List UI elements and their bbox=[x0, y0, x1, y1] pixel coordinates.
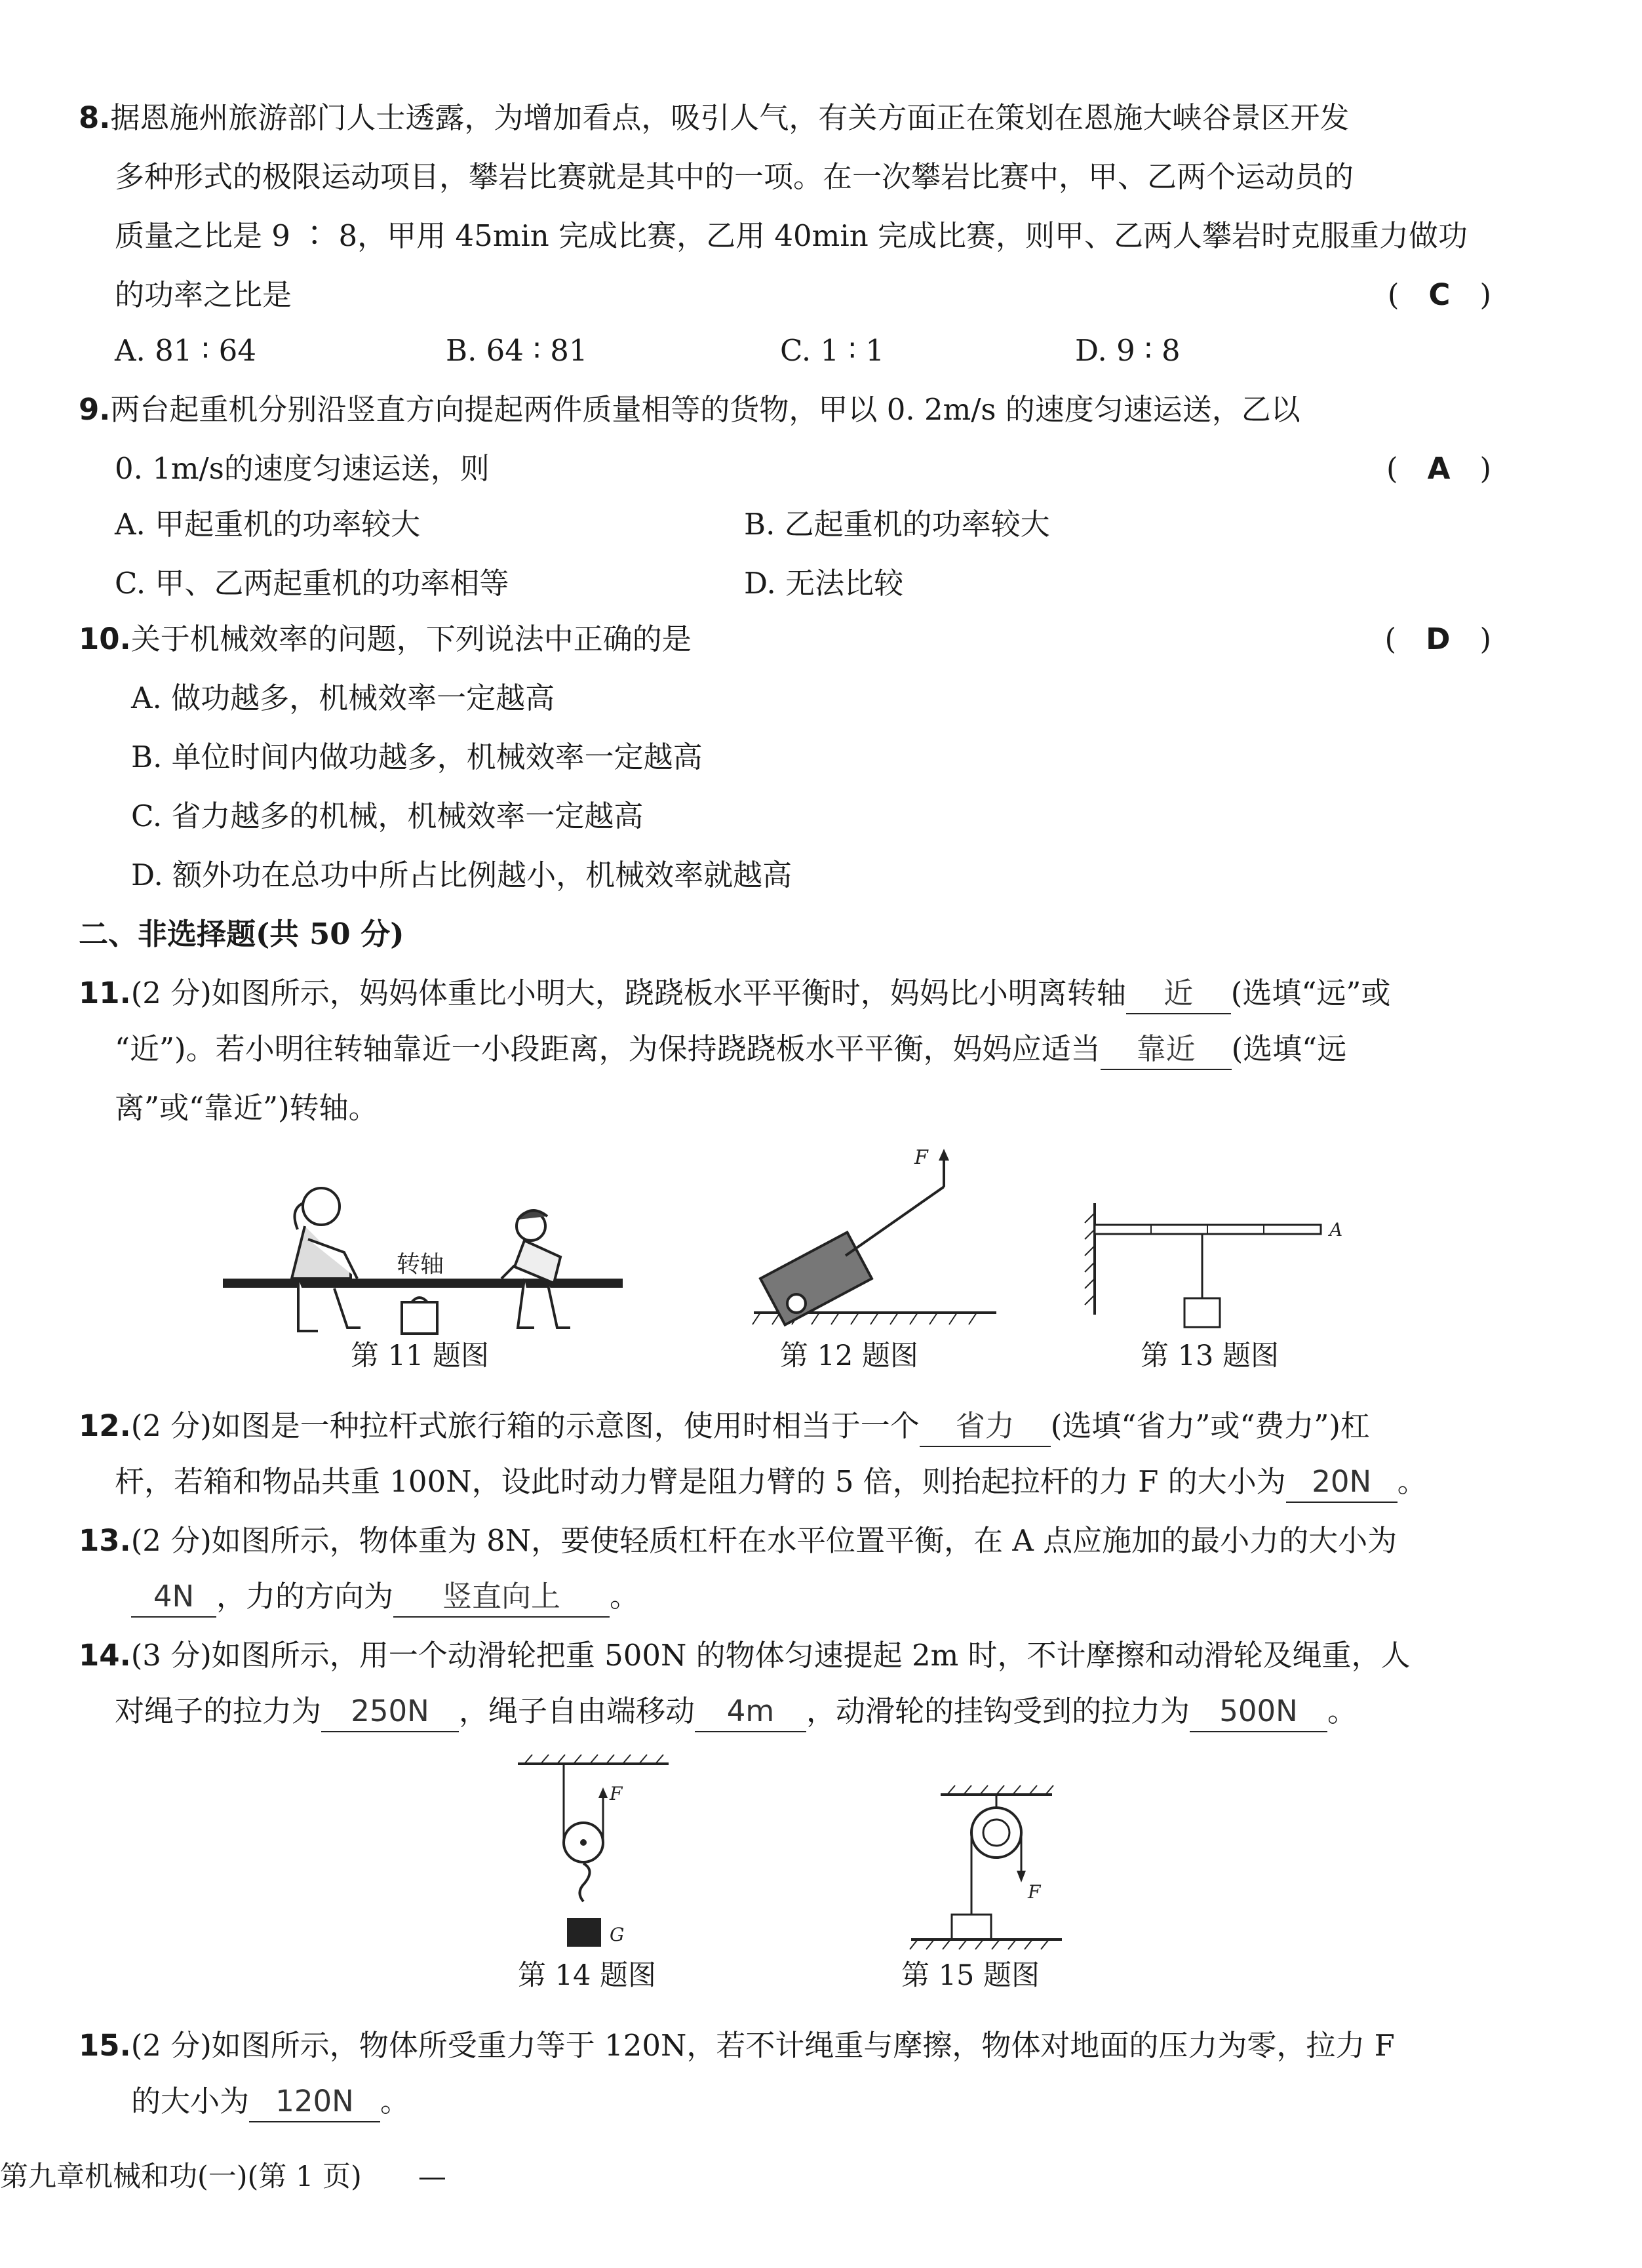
q11-text-2b: (选填“远 bbox=[1231, 1031, 1347, 1066]
q12-line2 bbox=[115, 1462, 1427, 1503]
q9-option-b: B. 乙起重机的功率较大 bbox=[744, 507, 1050, 542]
fig12-caption: 第 12 题图 bbox=[780, 1340, 919, 1372]
q14-text-1: (3 分)如图所示，用一个动滑轮把重 500N 的物体匀速提起 2m 时，不计摩擦和动滑轮及绳重，人 bbox=[130, 1638, 1411, 1673]
q15-blank-1: 120N bbox=[249, 2082, 380, 2122]
mother-icon bbox=[292, 1188, 361, 1331]
q14-blank-3: 500N bbox=[1190, 1692, 1327, 1732]
q9-answer-bracket: ( A ) bbox=[1386, 451, 1491, 486]
boy-icon bbox=[501, 1210, 570, 1328]
fig14-caption: 第 14 题图 bbox=[518, 1959, 657, 1992]
fig15-pulley-wheel bbox=[971, 1808, 1021, 1858]
q14-blank-2: 4m bbox=[695, 1692, 806, 1732]
q11-text-1b: (选填“远”或 bbox=[1230, 976, 1391, 1010]
q10-text-1: 关于机械效率的问题，下列说法中正确的是 bbox=[130, 622, 692, 656]
q15-text-2a: 的大小为 bbox=[131, 2084, 250, 2119]
q15-text-1: (2 分)如图所示，物体所受重力等于 120N，若不计绳重与摩擦，物体对地面的压力为零，拉力 F bbox=[130, 2028, 1395, 2063]
q13-blank-1: 4N bbox=[131, 1577, 216, 1618]
q13-text-1: (2 分)如图所示，物体重为 8N，要使轻质杠杆在水平位置平衡，在 A 点应施加的最小力的大小为 bbox=[130, 1523, 1398, 1558]
q14-text-2b: ，绳子自由端移动 bbox=[459, 1694, 695, 1728]
footer-dash: — bbox=[418, 2160, 446, 2193]
q14-text-2a: 对绳子的拉力为 bbox=[115, 1694, 322, 1728]
fig13-weight bbox=[1184, 1298, 1220, 1327]
q12-number: 12. bbox=[79, 1408, 131, 1443]
page-footer bbox=[0, 2157, 446, 2197]
q9-line1 bbox=[79, 390, 1300, 429]
q8-text-1: 据恩施州旅游部门人士透露，为增加看点，吸引人气，有关方面正在策划在恩施大峡谷景区开发 bbox=[110, 100, 1350, 135]
q13-number: 13. bbox=[79, 1523, 131, 1558]
q15-line2 bbox=[131, 2082, 410, 2122]
q9-option-a: A. 甲起重机的功率较大 bbox=[115, 507, 421, 542]
fig12-wheel bbox=[787, 1294, 806, 1313]
q12-blank-2: 20N bbox=[1286, 1462, 1398, 1503]
fig15-force-label: F bbox=[1028, 1881, 1041, 1903]
fig14-hook bbox=[579, 1863, 589, 1901]
q11-line2 bbox=[115, 1029, 1346, 1070]
q14-number: 14. bbox=[79, 1638, 131, 1673]
q12-text-2a: 杆，若箱和物品共重 100N，设此时动力臂是阻力臂的 5 倍，则抬起拉杆的力 F 的大小为 bbox=[115, 1464, 1286, 1499]
q12-blank-1: 省力 bbox=[920, 1406, 1051, 1447]
fig12-luggage-figure bbox=[747, 1141, 1023, 1338]
seesaw-board bbox=[223, 1279, 623, 1288]
q8-option-d: D. 9 ∶ 8 bbox=[1075, 333, 1181, 368]
fig12-handle bbox=[846, 1187, 944, 1256]
q14-line1 bbox=[79, 1636, 1411, 1675]
footer-text: 第九章机械和功(一)(第 1 页) bbox=[0, 2160, 362, 2193]
q15-text-2b: 。 bbox=[380, 2084, 410, 2119]
q8-answer: C bbox=[1428, 277, 1451, 312]
q15-number: 15. bbox=[79, 2028, 131, 2063]
q10-number: 10. bbox=[79, 622, 131, 656]
fig15-fixed-pulley-figure bbox=[905, 1780, 1075, 1957]
fig13-caption: 第 13 题图 bbox=[1141, 1340, 1280, 1372]
q12-text-1a: (2 分)如图是一种拉杆式旅行箱的示意图，使用时相当于一个 bbox=[130, 1408, 920, 1443]
q8-number: 8. bbox=[79, 100, 111, 135]
fig14-force-label: F bbox=[610, 1783, 623, 1804]
fig14-movable-pulley-figure bbox=[511, 1751, 682, 1960]
q8-option-c: C. 1 ∶ 1 bbox=[780, 333, 885, 368]
q8-answer-bracket: ( C ) bbox=[1387, 277, 1491, 312]
q9-text-1: 两台起重机分别沿竖直方向提起两件质量相等的货物，甲以 0. 2m/s 的速度匀速运送，乙以 bbox=[110, 392, 1300, 427]
fig14-weight-label: G bbox=[610, 1924, 625, 1945]
q13-line2 bbox=[131, 1577, 639, 1618]
section-title: 二、非选择题(共 50 分) bbox=[79, 917, 404, 951]
fig14-force-arrow bbox=[598, 1787, 608, 1798]
q10-option-d: D. 额外功在总功中所占比例越小，机械效率就越高 bbox=[131, 858, 792, 892]
fig15-block bbox=[952, 1915, 991, 1940]
fig11-caption: 第 11 题图 bbox=[351, 1340, 490, 1372]
q9-answer: A bbox=[1427, 451, 1451, 486]
q11-text-1a: (2 分)如图所示，妈妈体重比小明大，跷跷板水平平衡时，妈妈比小明离转轴 bbox=[130, 976, 1126, 1010]
q14-text-2c: ，动滑轮的挂钩受到的拉力为 bbox=[806, 1694, 1190, 1728]
q10-line1 bbox=[79, 620, 692, 659]
q14-blank-1: 250N bbox=[321, 1692, 459, 1732]
q12-text-1b: (选填“省力”或“费力”)杠 bbox=[1050, 1408, 1370, 1443]
fig12-suitcase bbox=[760, 1232, 872, 1324]
q13-text-2b: 。 bbox=[610, 1579, 640, 1614]
q10-option-b: B. 单位时间内做功越多，机械效率一定越高 bbox=[131, 740, 703, 774]
q11-line3: 离”或“靠近”)转轴。 bbox=[115, 1090, 378, 1125]
q11-line1 bbox=[79, 974, 1390, 1014]
q10-answer: D bbox=[1426, 622, 1451, 656]
q8-line2: 多种形式的极限运动项目，攀岩比赛就是其中的一项。在一次攀岩比赛中，甲、乙两个运动员的 bbox=[115, 159, 1354, 194]
q11-text-2a: “近”)。若小明往转轴靠近一小段距离，为保持跷跷板水平平衡，妈妈应适当 bbox=[115, 1031, 1101, 1066]
fig15-force-arrow bbox=[1017, 1871, 1026, 1882]
q13-blank-2: 竖直向上 bbox=[393, 1577, 610, 1618]
fig13-point-label: A bbox=[1329, 1219, 1343, 1241]
q8-line1 bbox=[79, 98, 1349, 138]
q9-line2: 0. 1m/s的速度匀速运送，则 bbox=[115, 451, 490, 486]
q12-line1 bbox=[79, 1406, 1370, 1447]
q8-line3: 质量之比是 9 ∶ 8，甲用 45min 完成比赛，乙用 40min 完成比赛，则甲、乙两人攀岩时克服重力做功 bbox=[115, 218, 1468, 253]
fig11-pivot-label: 转轴 bbox=[397, 1251, 444, 1278]
q9-number: 9. bbox=[79, 392, 111, 427]
q11-number: 11. bbox=[79, 976, 131, 1010]
q10-answer-bracket: ( D ) bbox=[1384, 622, 1491, 656]
q9-option-c: C. 甲、乙两起重机的功率相等 bbox=[115, 566, 509, 601]
pivot-base bbox=[402, 1302, 437, 1334]
q14-text-2d: 。 bbox=[1327, 1694, 1358, 1728]
q10-option-a: A. 做功越多，机械效率一定越高 bbox=[131, 681, 555, 715]
q12-text-2b: 。 bbox=[1397, 1464, 1427, 1499]
q9-option-d: D. 无法比较 bbox=[744, 566, 904, 601]
q15-line1 bbox=[79, 2026, 1395, 2065]
q8-option-a: A. 81 ∶ 64 bbox=[115, 333, 256, 368]
q14-line2 bbox=[115, 1692, 1357, 1732]
q8-line4: 的功率之比是 bbox=[115, 277, 292, 312]
q13-text-2a: ，力的方向为 bbox=[216, 1579, 394, 1614]
q13-line1 bbox=[79, 1521, 1397, 1561]
fig12-force-label: F bbox=[914, 1146, 928, 1169]
q8-option-b: B. 64 ∶ 81 bbox=[446, 333, 588, 368]
q10-option-c: C. 省力越多的机械，机械效率一定越高 bbox=[131, 799, 644, 833]
fig11-seesaw-figure bbox=[216, 1174, 642, 1344]
fig14-weight bbox=[567, 1918, 601, 1947]
fig15-caption: 第 15 题图 bbox=[901, 1959, 1040, 1992]
q11-blank-1: 近 bbox=[1126, 974, 1231, 1014]
fig13-lever-figure bbox=[1082, 1200, 1357, 1338]
q11-blank-2: 靠近 bbox=[1101, 1029, 1232, 1070]
